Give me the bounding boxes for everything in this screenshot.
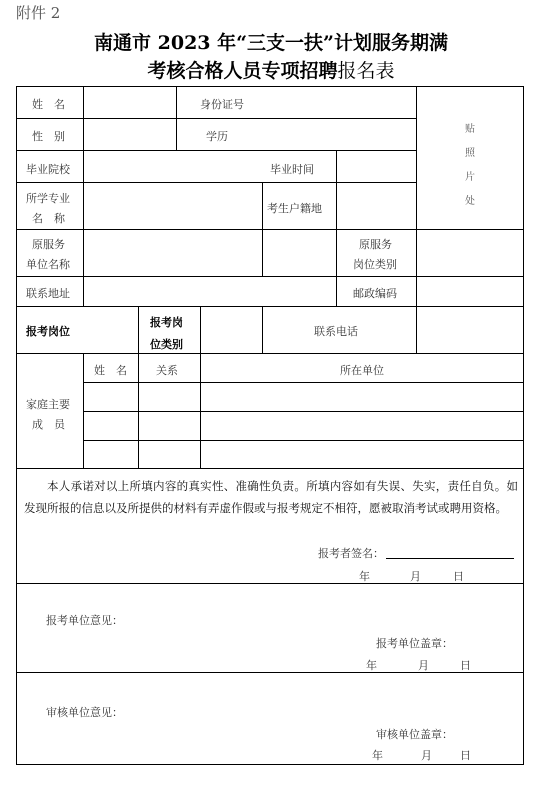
label-school: 毕业院校	[26, 163, 70, 176]
label-gender: 性 别	[32, 130, 65, 143]
review-date-month: 月	[421, 749, 432, 762]
label-orig-post-2: 岗位类别	[353, 258, 397, 271]
col-b	[176, 86, 177, 151]
border-left	[16, 86, 17, 765]
label-name: 姓 名	[32, 98, 65, 111]
label-family-2: 成 员	[32, 418, 65, 431]
pledge-date-day: 日	[453, 570, 464, 583]
pledge-date-year: 年	[359, 570, 370, 583]
review-date-year: 年	[372, 749, 383, 762]
unit-seal-label: 报考单位盖章：	[376, 637, 453, 650]
col-a	[83, 86, 84, 307]
label-major-1: 所学专业	[26, 192, 70, 205]
label-postcode: 邮政编码	[353, 287, 397, 300]
label-post-cat-1: 报考岗	[150, 316, 183, 329]
unit-date-day: 日	[460, 659, 471, 672]
rule-fam2	[83, 411, 524, 412]
photo-char: 片	[465, 172, 475, 183]
col-g	[416, 229, 417, 307]
rule-row10	[16, 672, 524, 673]
col-i	[200, 306, 201, 354]
label-orig-post-1: 原服务	[359, 238, 392, 251]
label-family-unit: 所在单位	[340, 364, 384, 377]
label-phone: 联系电话	[314, 325, 358, 338]
photo-placeholder	[463, 118, 477, 214]
title-normal-part: 报名表	[337, 60, 395, 82]
rule-row5	[16, 276, 524, 277]
unit-date-month: 月	[418, 659, 429, 672]
rule-row9	[16, 583, 524, 584]
signature-label: 报考者签名：	[318, 547, 384, 560]
col-m	[138, 353, 139, 469]
label-orig-unit-2: 单位名称	[26, 258, 70, 271]
label-grad-time: 毕业时间	[270, 163, 314, 176]
label-orig-unit-1: 原服务	[32, 238, 65, 251]
border-top	[16, 86, 524, 87]
photo-char: 处	[465, 196, 475, 207]
review-date-day: 日	[460, 749, 471, 762]
unit-opinion-label: 报考单位意见：	[46, 614, 123, 627]
label-family-relation: 关系	[156, 364, 178, 377]
title-bold-part: 考核合格人员专项招聘	[147, 60, 338, 82]
label-hukou: 考生户籍地	[267, 202, 322, 215]
label-family-1: 家庭主要	[26, 398, 70, 411]
label-id-number: 身份证号	[200, 98, 244, 111]
label-family-name: 姓 名	[94, 364, 127, 377]
label-major-2: 名 称	[32, 212, 65, 225]
label-address: 联系地址	[26, 287, 70, 300]
col-c	[262, 182, 263, 277]
label-education: 学历	[206, 130, 228, 143]
rule-row1	[16, 118, 416, 119]
pledge-statement: 本人承诺对以上所填内容的真实性、准确性负责。所填内容如有失误、失实，责任自负。如发现所报的信息以及所提供的材料有弄虚作假或与报考规定不相符，愿被取消考试或聘用资格。	[24, 479, 518, 515]
pledge-date-month: 月	[410, 570, 421, 583]
photo-char: 照	[465, 148, 475, 159]
col-e	[416, 86, 417, 230]
col-n	[200, 353, 201, 469]
rule-row8	[16, 468, 524, 469]
border-right	[523, 86, 524, 765]
label-apply-post: 报考岗位	[26, 325, 70, 338]
review-opinion-label: 审核单位意见：	[46, 706, 123, 719]
form-title-line-2	[0, 56, 542, 83]
border-bottom	[16, 764, 524, 765]
rule-row2	[16, 150, 416, 151]
col-f	[336, 229, 337, 307]
col-k	[416, 306, 417, 354]
registration-form-table	[16, 86, 524, 765]
rule-fam3	[83, 440, 524, 441]
col-l	[83, 353, 84, 469]
form-title-line-1: 南通市 2023 年“三支一扶”计划服务期满	[94, 32, 448, 54]
rule-row7	[16, 353, 524, 354]
photo-char: 贴	[465, 124, 475, 135]
rule-row6	[16, 306, 524, 307]
signature-line	[386, 558, 514, 559]
rule-row3	[16, 182, 416, 183]
col-j	[262, 306, 263, 354]
unit-date-year: 年	[366, 659, 377, 672]
appendix-label: 附件 2	[16, 4, 61, 22]
label-post-cat-2: 位类别	[150, 338, 183, 351]
rule-fam1	[83, 382, 524, 383]
rule-row4	[16, 229, 524, 230]
col-h	[138, 306, 139, 354]
review-seal-label: 审核单位盖章：	[376, 728, 453, 741]
